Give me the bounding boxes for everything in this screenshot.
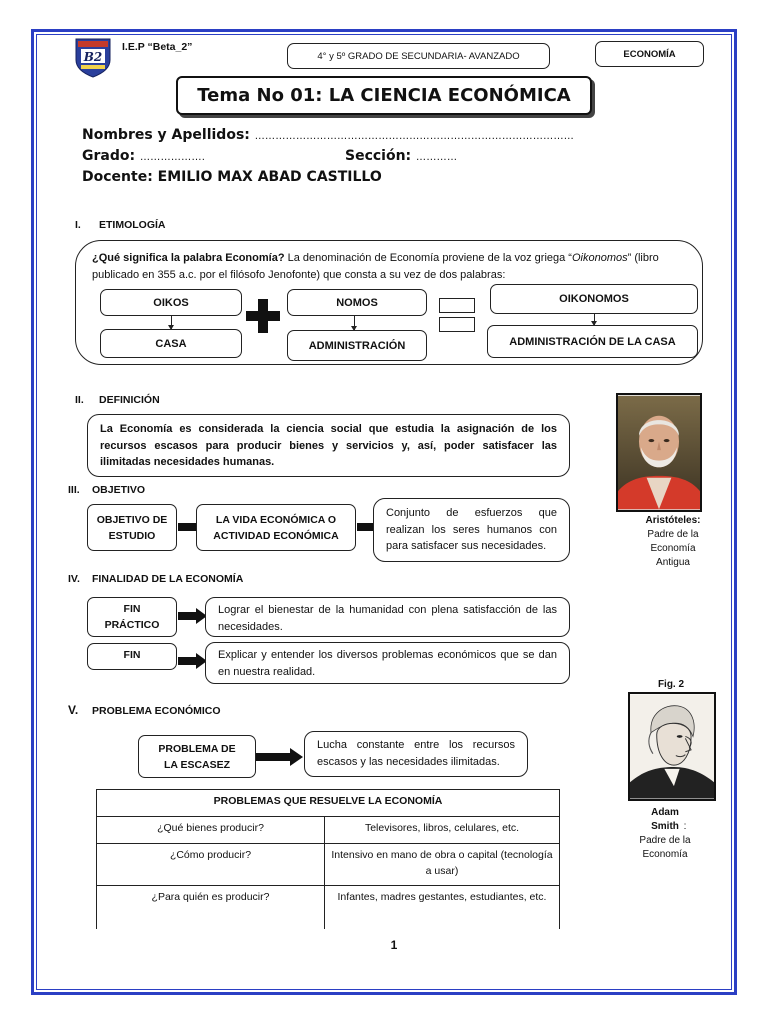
- page-number: 1: [390, 938, 398, 952]
- word-oikos: OIKOS: [100, 289, 242, 316]
- teacher-row: [82, 169, 382, 185]
- adam-smith-portrait: [628, 692, 716, 801]
- equals-bar-bottom: [439, 317, 475, 332]
- objective-study-box: OBJETIVO DE ESTUDIO: [87, 504, 177, 551]
- page-title: Tema No 01: LA CIENCIA ECONÓMICA: [176, 76, 592, 115]
- section-heading-problem: V. PROBLEMA ECONÓMICO: [68, 703, 221, 717]
- table-title: PROBLEMAS QUE RESUELVE LA ECONOMÍA: [97, 790, 560, 817]
- fig2-label: Fig. 2: [657, 679, 685, 690]
- names-field[interactable]: …………………………………………………………………………………: [254, 131, 575, 142]
- end-box: FIN: [87, 643, 177, 670]
- arrow-oikos-casa: [171, 316, 172, 329]
- plus-icon: [245, 298, 281, 334]
- etymology-text: ¿Qué significa la palabra Economía? La denominación de Economía proviene de la voz griega “Oikonomos” (libro publicado en 355 a.c. por el filósofo Jenofonte) que consta a su vez de dos palabras:: [92, 252, 659, 281]
- scarcity-text: Lucha constante entre los recursos escasos y las necesidades ilimitadas.: [304, 731, 528, 777]
- section-field[interactable]: …………: [416, 152, 458, 163]
- adam-smith-caption: Adam Smith : Padre de la Economía: [639, 807, 691, 860]
- arrow-nomos-administracion: [354, 316, 355, 330]
- table-row: [97, 844, 560, 886]
- school-name: I.E.P “Beta_2”: [122, 41, 193, 53]
- practical-end-box: FIN PRÁCTICO: [87, 597, 177, 637]
- aristotle-caption: Aristóteles: Padre de la Economía Antigua: [645, 515, 701, 568]
- section-heading-etymology: I. ETIMOLOGÍA: [75, 219, 166, 231]
- word-casa: CASA: [100, 329, 242, 358]
- arrow-problem: [256, 748, 304, 766]
- table-question: ¿Qué bienes producir?: [97, 817, 325, 844]
- table-question: ¿Cómo producir?: [97, 844, 325, 886]
- economic-life-box: LA VIDA ECONÓMICA O ACTIVIDAD ECONÓMICA: [196, 504, 356, 551]
- arrow-oikonomos: [594, 314, 595, 325]
- scarcity-problem-box: PROBLEMA DE LA ESCASEZ: [138, 735, 256, 778]
- grade-label: Grado:: [82, 148, 136, 164]
- names-label: Nombres y Apellidos:: [82, 127, 250, 143]
- subject-box: ECONOMÍA: [595, 41, 704, 67]
- teacher-label: Docente:: [82, 169, 153, 185]
- section-heading-definition: II. DEFINICIÓN: [75, 394, 160, 406]
- table-row: [97, 886, 560, 929]
- school-logo: [72, 36, 114, 78]
- arrow-purpose-2: [178, 653, 208, 669]
- section-row: [345, 148, 457, 164]
- section-label: Sección:: [345, 148, 412, 164]
- section-heading-purpose: IV. FINALIDAD DE LA ECONOMÍA: [68, 573, 244, 585]
- word-nomos: NOMOS: [287, 289, 427, 316]
- definition-text: La Economía es considerada la ciencia social que estudia la asignación de los recursos escasos para producir bienes y servicios y, así, poder satisfacer las ilimitadas necesidades humanas.: [87, 414, 570, 477]
- word-administracion-casa: ADMINISTRACIÓN DE LA CASA: [487, 325, 698, 358]
- word-oikonomos: OIKONOMOS: [490, 284, 698, 314]
- teacher-name: EMILIO MAX ABAD CASTILLO: [157, 169, 382, 185]
- table-answer: Televisores, libros, celulares, etc.: [325, 817, 560, 844]
- equals-bar-top: [439, 298, 475, 313]
- objective-description: Conjunto de esfuerzos que realizan los seres humanos con para satisfacer sus necesidades.: [373, 498, 570, 562]
- table-answer: Infantes, madres gestantes, estudiantes, etc.: [325, 886, 560, 929]
- aristotle-portrait: [616, 393, 702, 512]
- end-text: Explicar y entender los diversos problemas económicos que se dan en nuestra realidad.: [205, 642, 570, 684]
- table-question: ¿Para quién es producir?: [97, 886, 325, 929]
- practical-end-text: Lograr el bienestar de la humanidad con plena satisfacción de las necesidades.: [205, 597, 570, 637]
- word-administracion: ADMINISTRACIÓN: [287, 330, 427, 361]
- section-heading-objective: III. OBJETIVO: [68, 484, 146, 496]
- problems-table: [96, 789, 560, 929]
- grade-level-box: 4° y 5º GRADO DE SECUNDARIA- AVANZADO: [287, 43, 550, 69]
- grade-field[interactable]: ……………….: [139, 152, 206, 163]
- arrow-purpose-1: [178, 608, 208, 624]
- names-row: [82, 127, 574, 143]
- grade-row: [82, 148, 205, 164]
- table-answer: Intensivo en mano de obra o capital (tecnología a usar): [325, 844, 560, 886]
- table-row: [97, 817, 560, 844]
- logo-text: B2: [83, 50, 103, 64]
